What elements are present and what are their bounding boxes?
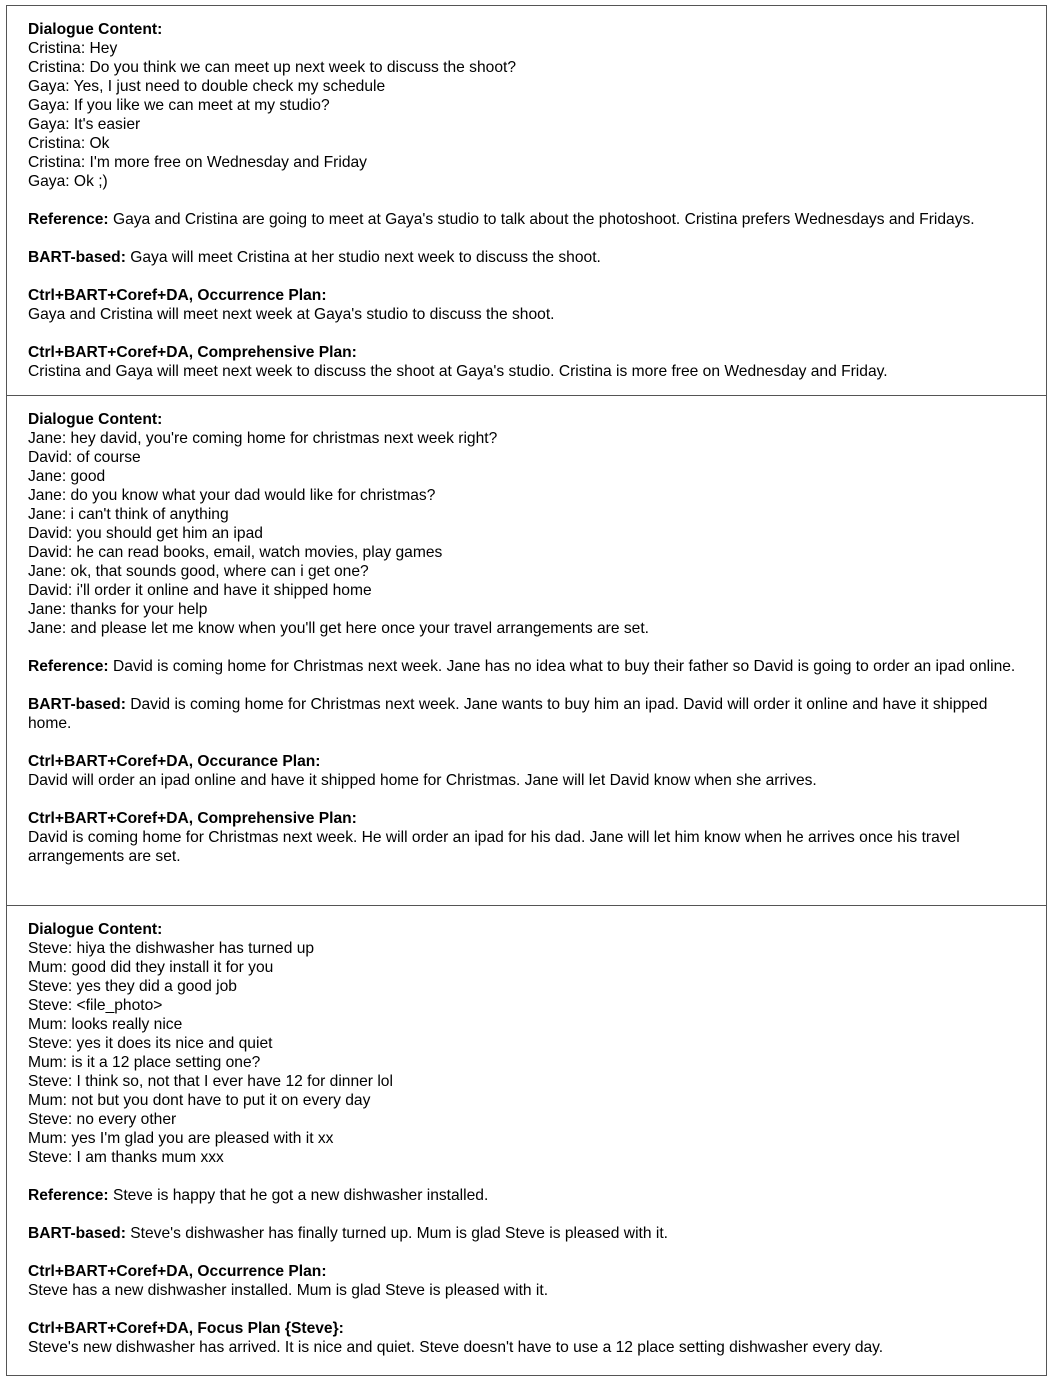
dialogue-line: Jane: thanks for your help [28, 601, 208, 618]
reference-label: Reference: [28, 1187, 109, 1204]
reference-label: Reference: [28, 211, 109, 228]
example-1 [7, 6, 1046, 395]
dialogue-line: Steve: no every other [28, 1111, 177, 1128]
dialogue-line: Steve: yes it does its nice and quiet [28, 1035, 273, 1052]
dialogue-line: Steve: <file_photo> [28, 997, 163, 1014]
bart-text: Gaya will meet Cristina at her studio next week to discuss the shoot. [125, 249, 601, 266]
bart-text: Steve's dishwasher has finally turned up. Mum is glad Steve is pleased with it. [125, 1225, 669, 1242]
reference-text: Gaya and Cristina are going to meet at Gaya's studio to talk about the photoshoot. Cristina prefers Wednesdays and Fridays. [108, 211, 975, 228]
dialogue-line: Cristina: Do you think we can meet up next week to discuss the shoot? [28, 59, 516, 76]
dialogue-line: Jane: i can't think of anything [28, 506, 229, 523]
dialogue-line: Jane: and please let me know when you'll get here once your travel arrangements are set. [28, 620, 650, 637]
plan2-text: Steve's new dishwasher has arrived. It is nice and quiet. Steve doesn't have to use a 12 place setting dishwasher every day. [28, 1339, 884, 1356]
plan1-label: Ctrl+BART+Coref+DA, Occurrence Plan: [28, 1263, 327, 1280]
reference-summary [28, 1186, 1026, 1205]
dialogue-line: Mum: is it a 12 place setting one? [28, 1054, 261, 1071]
plan2-label: Ctrl+BART+Coref+DA, Comprehensive Plan: [28, 810, 357, 827]
bart-summary [28, 1224, 1026, 1243]
dialogue-line: Cristina: Ok [28, 135, 110, 152]
dialogue-line: Mum: good did they install it for you [28, 959, 274, 976]
plan2-label: Ctrl+BART+Coref+DA, Comprehensive Plan: [28, 344, 357, 361]
reference-summary [28, 657, 1026, 676]
example-2 [7, 395, 1046, 905]
dialogue-line: Mum: yes I'm glad you are pleased with it xx [28, 1130, 334, 1147]
reference-label: Reference: [28, 658, 109, 675]
dialogue-line: Steve: I think so, not that I ever have 12 for dinner lol [28, 1073, 393, 1090]
reference-text: Steve is happy that he got a new dishwasher installed. [108, 1187, 489, 1204]
dialogue-heading: Dialogue Content: [28, 411, 163, 428]
plan2-text: David is coming home for Christmas next week. He will order an ipad for his dad. Jane will let him know when he arrives once his travel arrangements are set. [28, 829, 965, 865]
dialogue-line: David: he can read books, email, watch movies, play games [28, 544, 443, 561]
dialogue-line: Gaya: It's easier [28, 116, 141, 133]
dialogue-line: David: you should get him an ipad [28, 525, 263, 542]
plan1-text: Steve has a new dishwasher installed. Mum is glad Steve is pleased with it. [28, 1282, 549, 1299]
plan1-text: David will order an ipad online and have it shipped home for Christmas. Jane will let David know when she arrives. [28, 772, 817, 789]
dialogue-line: Gaya: Ok ;) [28, 173, 108, 190]
examples-table [6, 5, 1047, 1376]
reference-summary [28, 210, 1026, 229]
plan1-text: Gaya and Cristina will meet next week at Gaya's studio to discuss the shoot. [28, 306, 555, 323]
dialogue-line: Steve: hiya the dishwasher has turned up [28, 940, 315, 957]
plan2-text: Cristina and Gaya will meet next week to discuss the shoot at Gaya's studio. Cristina is more free on Wednesday and Friday. [28, 363, 888, 380]
dialogue-line: Cristina: Hey [28, 40, 118, 57]
plan1-label: Ctrl+BART+Coref+DA, Occurance Plan: [28, 753, 321, 770]
dialogue-heading: Dialogue Content: [28, 921, 163, 938]
dialogue-line: Mum: looks really nice [28, 1016, 183, 1033]
dialogue-line: Steve: I am thanks mum xxx [28, 1149, 224, 1166]
dialogue-line: Cristina: I'm more free on Wednesday and Friday [28, 154, 367, 171]
dialogue-heading: Dialogue Content: [28, 21, 163, 38]
bart-label: BART-based: [28, 1225, 126, 1242]
bart-summary [28, 695, 1026, 733]
bart-label: BART-based: [28, 249, 126, 266]
reference-text: David is coming home for Christmas next week. Jane has no idea what to buy their father so David is going to order an ipad online. [108, 658, 1016, 675]
bart-label: BART-based: [28, 696, 126, 713]
dialogue-line: Mum: not but you dont have to put it on every day [28, 1092, 371, 1109]
plan2-label: Ctrl+BART+Coref+DA, Focus Plan {Steve}: [28, 1320, 344, 1337]
bart-summary [28, 248, 1026, 267]
dialogue-line: Jane: good [28, 468, 106, 485]
plan1-label: Ctrl+BART+Coref+DA, Occurrence Plan: [28, 287, 327, 304]
dialogue-line: David: i'll order it online and have it shipped home [28, 582, 372, 599]
dialogue-line: Gaya: Yes, I just need to double check my schedule [28, 78, 386, 95]
dialogue-line: Gaya: If you like we can meet at my studio? [28, 97, 330, 114]
bart-text: David is coming home for Christmas next week. Jane wants to buy him an ipad. David will order it online and have it shipped home. [28, 696, 992, 732]
dialogue-line: Jane: hey david, you're coming home for christmas next week right? [28, 430, 498, 447]
dialogue-line: David: of course [28, 449, 141, 466]
dialogue-line: Jane: ok, that sounds good, where can i get one? [28, 563, 369, 580]
dialogue-line: Steve: yes they did a good job [28, 978, 237, 995]
dialogue-line: Jane: do you know what your dad would like for christmas? [28, 487, 436, 504]
example-3 [7, 905, 1046, 1375]
